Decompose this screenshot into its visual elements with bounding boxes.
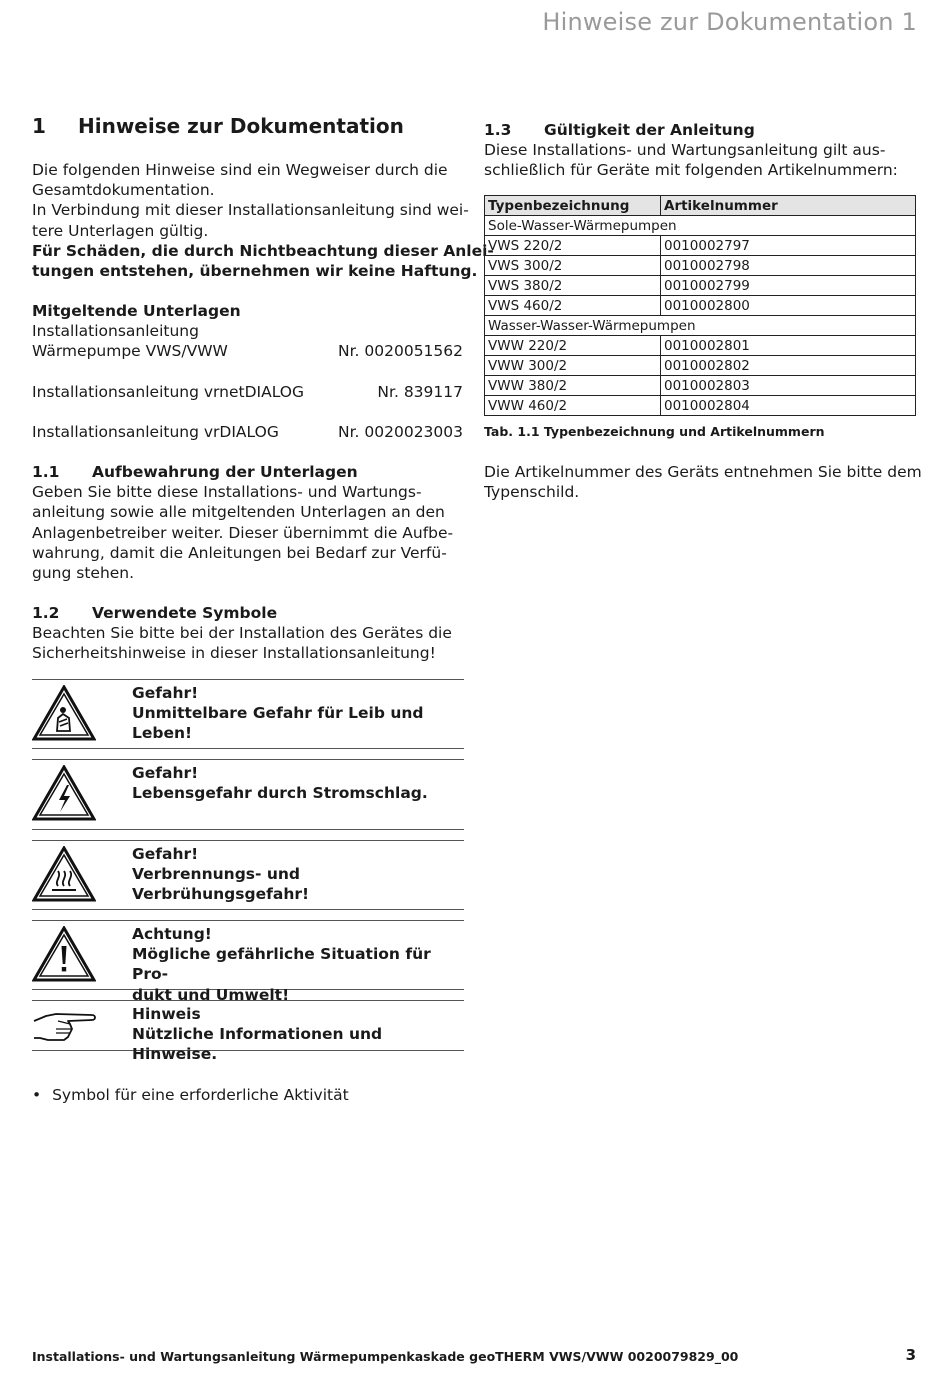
- table-cell: VWS 380/2: [485, 276, 661, 296]
- symbol-description: Lebensgefahr durch Stromschlag.: [132, 784, 428, 803]
- references-block: [32, 301, 463, 442]
- chapter-number: 1: [32, 114, 46, 138]
- section-line: Sicherheitshinweise in dieser Installationsanleitung!: [32, 644, 436, 663]
- table-cell: VWS 300/2: [485, 256, 661, 276]
- table-cell: 0010002798: [661, 256, 916, 276]
- symbol-attention-block: [32, 920, 464, 1004]
- footer-text: Installations- und Wartungsanleitung Wärmepumpenkaskade geoTHERM VWS/VWW 0020079829_00: [32, 1349, 739, 1364]
- reference-row: [32, 382, 463, 402]
- symbol-description: Mögliche gefährliche Situation für Pro-: [132, 945, 431, 984]
- section-number: 1.3: [484, 121, 512, 139]
- type-table: [484, 195, 916, 416]
- table-group-row: [485, 316, 916, 336]
- section-line: Beachten Sie bitte bei der Installation des Gerätes die: [32, 624, 452, 643]
- reference-number: Nr. 0020023003: [337, 422, 463, 441]
- table-group-label: Wasser-Wasser-Wärmepumpen: [485, 316, 916, 336]
- section-line: Geben Sie bitte diese Installations- und Wartungs-: [32, 483, 422, 502]
- reference-row: [32, 422, 463, 442]
- table-group-label: Sole-Wasser-Wärmepumpen: [485, 216, 916, 236]
- references-heading: Mitgeltende Unterlagen: [32, 302, 241, 320]
- symbol-electric-block: [32, 759, 464, 830]
- symbol-description: Unmittelbare Gefahr für Leib und Leben!: [132, 704, 424, 743]
- intro-line: tere Unterlagen gültig.: [32, 221, 209, 240]
- table-header-cell: Artikelnummer: [661, 196, 916, 216]
- symbol-description: dukt und Umwelt!: [132, 985, 290, 1004]
- table-cell: 0010002797: [661, 236, 916, 256]
- reference-number: Nr. 0020051562: [337, 342, 463, 361]
- table-row: [485, 356, 916, 376]
- paragraph-line: Die Artikelnummer des Geräts entnehmen Sie bitte dem: [484, 463, 922, 481]
- reference-title: Wärmepumpe VWS/VWW: [32, 342, 228, 361]
- table-row: [485, 396, 916, 416]
- table-cell: VWS 460/2: [485, 296, 661, 316]
- reference-item: Installationsanleitung: [32, 322, 199, 341]
- symbol-label: Gefahr!: [132, 684, 199, 702]
- section-1-3: [484, 120, 898, 181]
- running-header: Hinweise zur Dokumentation 1: [542, 8, 917, 36]
- section-1-2: [32, 603, 452, 664]
- section-1-1: [32, 462, 453, 583]
- intro-paragraph: [32, 160, 494, 281]
- electric-shock-icon: [32, 765, 96, 821]
- reference-row: [32, 341, 463, 361]
- section-line: anleitung sowie alle mitgeltenden Unterlagen an den: [32, 503, 445, 522]
- activity-note-text: Symbol für eine erforderliche Aktivität: [52, 1086, 349, 1104]
- table-header-cell: Typenbezeichnung: [485, 196, 661, 216]
- section-title: Verwendete Symbole: [92, 604, 278, 622]
- table-cell: VWW 380/2: [485, 376, 661, 396]
- reference-title: Installationsanleitung vrnetDIALOG: [32, 382, 304, 401]
- section-number: 1.2: [32, 604, 60, 622]
- section-title: Gültigkeit der Anleitung: [544, 121, 755, 139]
- section-line: Anlagenbetreiber weiter. Dieser übernimmt die Aufbe-: [32, 523, 454, 542]
- table-cell: 0010002799: [661, 276, 916, 296]
- section-heading: [32, 603, 452, 623]
- symbol-label: Gefahr!: [132, 845, 199, 863]
- table-row: [485, 236, 916, 256]
- table-cell: VWS 220/2: [485, 236, 661, 256]
- symbol-label: Achtung!: [132, 925, 212, 943]
- table-cell: VWW 300/2: [485, 356, 661, 376]
- section-heading: [484, 120, 898, 140]
- table-caption: Tab. 1.1 Typenbezeichnung und Artikelnummern: [484, 424, 825, 439]
- symbol-description: Verbrennungs- und Verbrühungsgefahr!: [132, 865, 310, 904]
- intro-line: In Verbindung mit dieser Installationsanleitung sind wei-: [32, 201, 469, 220]
- disclaimer-line: tungen entstehen, übernehmen wir keine Haftung.: [32, 262, 478, 281]
- table-cell: 0010002804: [661, 396, 916, 416]
- table-row: [485, 256, 916, 276]
- reference-title: Installationsanleitung vrDIALOG: [32, 422, 279, 441]
- disclaimer-line: Für Schäden, die durch Nichtbeachtung dieser Anlei-: [32, 241, 494, 260]
- table-group-row: [485, 216, 916, 236]
- symbol-danger-block: [32, 679, 464, 749]
- bullet-icon: •: [32, 1086, 42, 1104]
- section-title: Aufbewahrung der Unterlagen: [92, 463, 358, 481]
- pointing-hand-icon: [32, 1007, 96, 1047]
- hot-surface-icon: [32, 846, 96, 902]
- table-cell: 0010002802: [661, 356, 916, 376]
- intro-line: Gesamtdokumentation.: [32, 181, 215, 200]
- chapter-title: Hinweise zur Dokumentation: [78, 114, 404, 138]
- table-cell: 0010002801: [661, 336, 916, 356]
- table-row: [485, 276, 916, 296]
- after-table-paragraph: [484, 462, 922, 502]
- symbol-note-block: [32, 1000, 464, 1064]
- activity-note: [32, 1085, 349, 1105]
- page-number: 3: [905, 1346, 916, 1364]
- section-heading: [32, 462, 453, 482]
- section-line: gung stehen.: [32, 564, 135, 583]
- symbol-description: Nützliche Informationen und Hinweise.: [132, 1025, 383, 1064]
- reference-number: Nr. 839117: [377, 382, 463, 401]
- section-number: 1.1: [32, 463, 60, 481]
- table-cell: 0010002803: [661, 376, 916, 396]
- chapter-heading: [32, 114, 404, 138]
- symbol-label: Hinweis: [132, 1005, 201, 1023]
- symbol-label: Gefahr!: [132, 764, 199, 782]
- table-cell: VWW 460/2: [485, 396, 661, 416]
- table-row: [485, 296, 916, 316]
- symbol-hot-block: [32, 840, 464, 910]
- exclamation-icon: [32, 926, 96, 982]
- table-row: [485, 336, 916, 356]
- table-cell: VWW 220/2: [485, 336, 661, 356]
- table-cell: 0010002800: [661, 296, 916, 316]
- table-row: [485, 376, 916, 396]
- section-line: Diese Installations- und Wartungsanleitung gilt aus-: [484, 141, 886, 160]
- paragraph-line: Typenschild.: [484, 483, 580, 502]
- section-line: wahrung, damit die Anleitungen bei Bedarf zur Verfü-: [32, 543, 447, 562]
- table-header-row: [485, 196, 916, 216]
- intro-line: Die folgenden Hinweise sind ein Wegweiser durch die: [32, 161, 448, 179]
- danger-person-icon: [32, 685, 96, 741]
- section-line: schließlich für Geräte mit folgenden Artikelnummern:: [484, 161, 898, 180]
